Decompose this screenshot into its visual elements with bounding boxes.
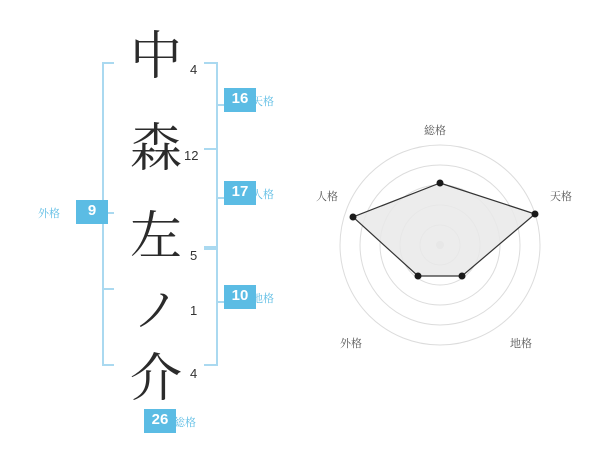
name-character: 左 [129,209,182,266]
stroke-count: 1 [190,303,198,318]
gaikaku-value: 9 [76,200,108,224]
name-character: 森 [129,121,182,178]
radar-axis-label-gaikaku: 外格 [340,338,362,350]
jinkaku-label: 人格 [252,189,274,201]
tenkaku-label: 天格 [252,96,274,108]
gaikaku-bracket-bottom-arm [102,364,114,366]
radar-axis-label-jinkaku: 人格 [316,191,338,203]
radar-chart [316,0,600,470]
chikaku-bracket-top-arm [204,248,216,250]
soukaku-value: 26 [144,409,176,433]
chikaku-label: 地格 [252,293,274,305]
chikaku-bracket-spine [216,248,218,366]
gaikaku-label: 外格 [38,208,60,220]
radar-axis-label-tenkaku: 天格 [550,191,572,203]
tenkaku-bracket-spine [216,62,218,150]
stroke-count: 4 [190,366,198,381]
tenkaku-bracket-stem [216,104,224,106]
stroke-count: 4 [190,62,198,77]
chikaku-bracket-stem [216,301,224,303]
chikaku-value: 10 [224,285,256,309]
chikaku-bracket-bottom-arm [204,364,216,366]
radar-series-polygon [353,183,535,276]
tenkaku-bracket-top-arm [204,62,216,64]
radar-chart-svg [320,0,600,470]
gaikaku-bracket-top-arm [102,62,114,64]
name-character: 中 [129,29,182,86]
jinkaku-value: 17 [224,181,256,205]
stroke-count: 5 [190,248,198,263]
name-character: ノ [133,285,179,336]
gaikaku-bracket-mid-lower [102,288,114,290]
radar-axis-label-chikaku: 地格 [510,338,532,350]
tenkaku-value: 16 [224,88,256,112]
stroke-count: 12 [184,148,199,163]
name-character: 介 [129,351,182,408]
jinkaku-bracket-stem [216,197,224,199]
soukaku-label: 総格 [174,417,196,429]
jinkaku-bracket-top-arm [204,148,216,150]
radar-axis-label-soukaku: 総格 [424,125,446,137]
